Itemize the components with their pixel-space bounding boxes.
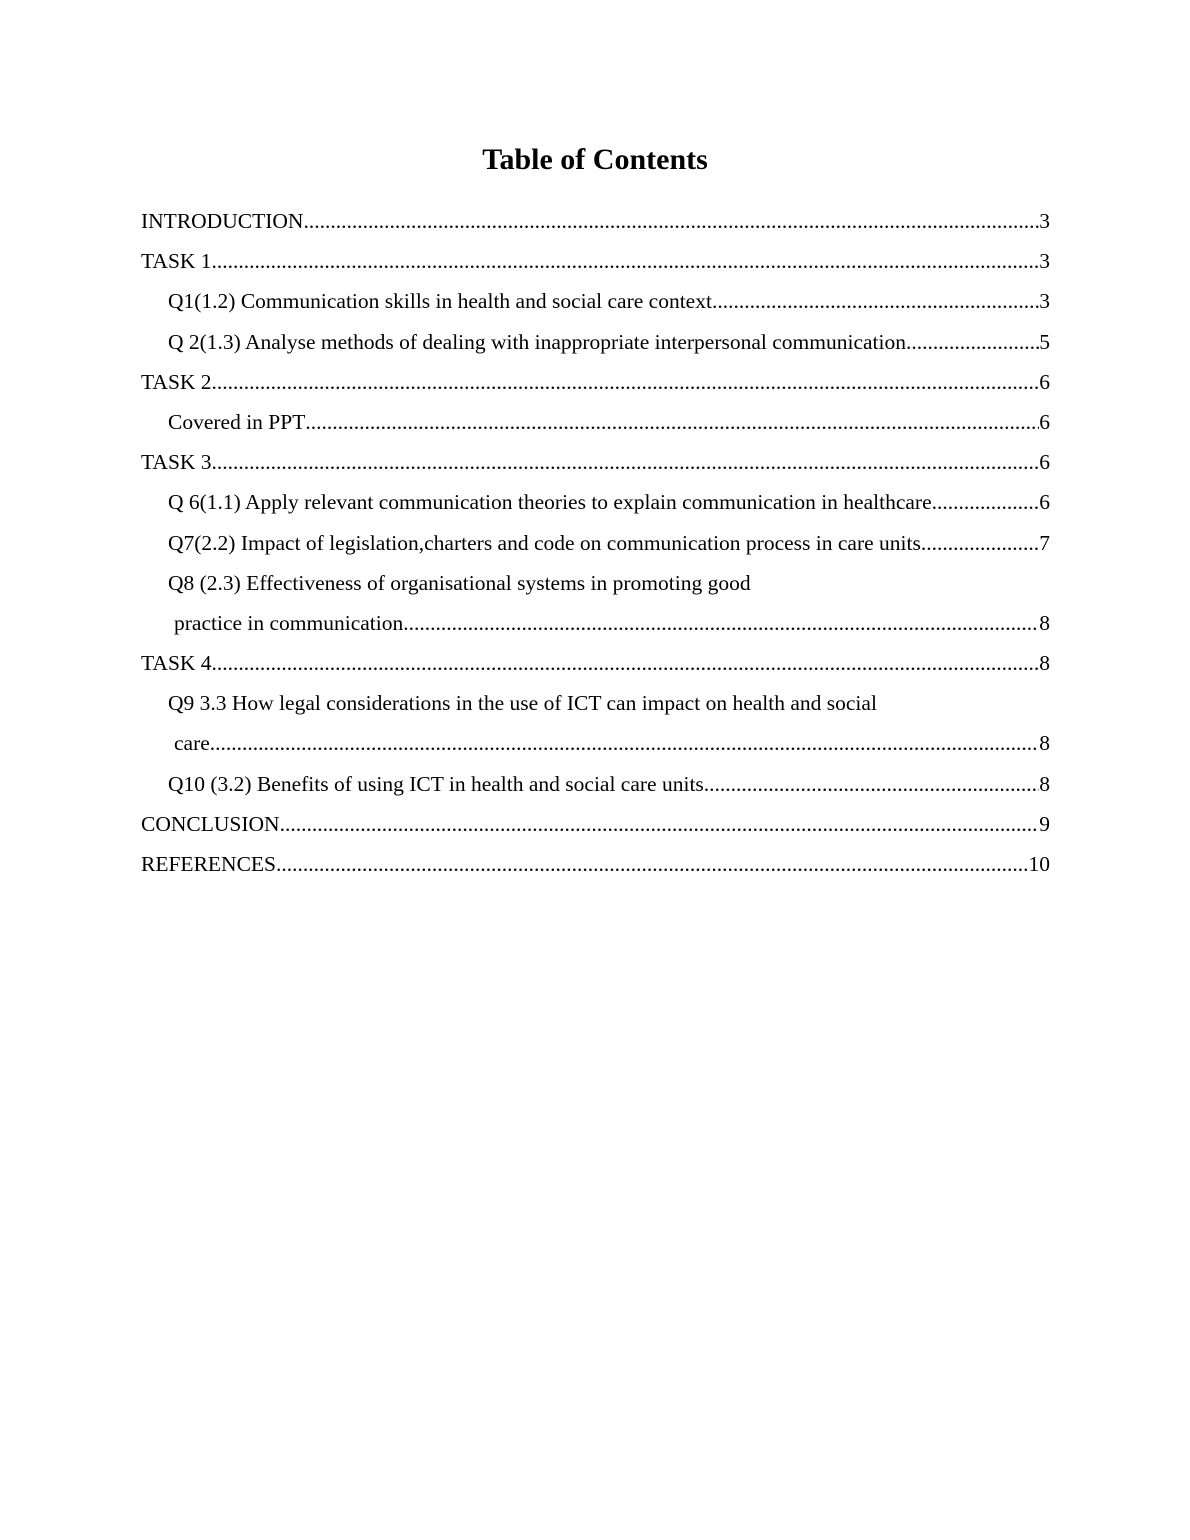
- toc-entry-text: TASK 3: [141, 450, 212, 475]
- toc-page-number: 7: [1039, 530, 1050, 555]
- toc-page-number: 6: [1039, 369, 1050, 394]
- toc-entry[interactable]: [141, 201, 1050, 241]
- toc-entry[interactable]: [141, 563, 1050, 603]
- toc-entry[interactable]: [141, 482, 1050, 522]
- toc-page-number: 6: [1039, 409, 1050, 434]
- toc-page-number: 9: [1039, 811, 1050, 836]
- toc-dot-leader: [712, 281, 1039, 321]
- toc-entry[interactable]: [141, 683, 1050, 723]
- toc-entry-text: Q1(1.2) Communication skills in health and social care context: [168, 289, 712, 314]
- toc-dot-leader: [303, 201, 1039, 241]
- toc-dot-leader: [212, 643, 1040, 683]
- toc-entry-text: Q10 (3.2) Benefits of using ICT in health and social care units: [168, 771, 704, 796]
- toc-page-number: 3: [1039, 209, 1050, 233]
- toc-page-number: 8: [1039, 651, 1050, 676]
- toc-dot-leader: [212, 362, 1040, 402]
- toc-entry[interactable]: [141, 241, 1050, 281]
- toc-entry-text: Q 2(1.3) Analyse methods of dealing with inappropriate interpersonal communication: [168, 329, 906, 354]
- toc-entry-text: INTRODUCTION: [141, 209, 304, 233]
- toc-dot-leader: [210, 723, 1039, 763]
- toc-entry-text: Q8 (2.3) Effectiveness of organisational systems in promoting good: [168, 570, 751, 595]
- toc-entry-text: Q9 3.3 How legal considerations in the use of ICT can impact on health and social: [168, 691, 877, 716]
- toc-entry[interactable]: [141, 764, 1050, 804]
- toc-dot-leader: [305, 402, 1039, 442]
- toc-page-number: 8: [1039, 731, 1050, 756]
- toc-dot-leader: [280, 804, 1040, 844]
- toc-entry[interactable]: [141, 442, 1050, 482]
- toc-page-number: 3: [1039, 289, 1050, 314]
- toc-dot-leader: [276, 844, 1029, 884]
- toc-entry-text: Q 6(1.1) Apply relevant communication theories to explain communication in healthcare.: [168, 490, 937, 515]
- toc-dot-leader: [212, 241, 1040, 281]
- toc-page-number: 3: [1039, 249, 1050, 274]
- toc-page-number: 6: [1039, 450, 1050, 475]
- toc-list: [141, 201, 1050, 884]
- toc-title: Table of Contents: [482, 143, 708, 176]
- toc-entry-text: practice in communication: [174, 610, 404, 635]
- toc-dot-leader: [926, 523, 1039, 563]
- toc-entry[interactable]: [141, 362, 1050, 402]
- toc-page-number: 5: [1039, 329, 1050, 354]
- toc-entry-text: REFERENCES: [141, 852, 276, 876]
- toc-entry-text: Q7(2.2) Impact of legislation,charters and code on communication process in care units.: [168, 530, 927, 555]
- toc-entry[interactable]: [141, 402, 1050, 442]
- toc-entry-text: care: [174, 731, 210, 756]
- toc-page-number: 10: [1028, 852, 1050, 876]
- toc-entry-text: TASK 2: [141, 369, 212, 394]
- toc-dot-leader: [212, 442, 1040, 482]
- toc-entry[interactable]: [141, 322, 1050, 362]
- toc-entry-text: CONCLUSION: [141, 811, 280, 836]
- toc-entry[interactable]: [141, 723, 1050, 763]
- toc-dot-leader: [403, 603, 1039, 643]
- toc-page-number: 8: [1039, 610, 1050, 635]
- toc-page-number: 8: [1039, 771, 1050, 796]
- toc-dot-leader: [704, 764, 1039, 804]
- toc-entry[interactable]: [141, 603, 1050, 643]
- toc-entry[interactable]: [141, 643, 1050, 683]
- toc-entry-text: TASK 1: [141, 249, 212, 274]
- toc-entry-text: TASK 4: [141, 651, 212, 676]
- toc-entry[interactable]: [141, 281, 1050, 321]
- toc-entry-text: Covered in PPT: [168, 409, 306, 434]
- toc-page-number: 6: [1039, 490, 1050, 515]
- toc-dot-leader: [937, 482, 1039, 522]
- toc-entry[interactable]: [141, 804, 1050, 844]
- toc-entry[interactable]: [141, 844, 1050, 884]
- toc-entry[interactable]: [141, 523, 1050, 563]
- toc-dot-leader: [906, 322, 1039, 362]
